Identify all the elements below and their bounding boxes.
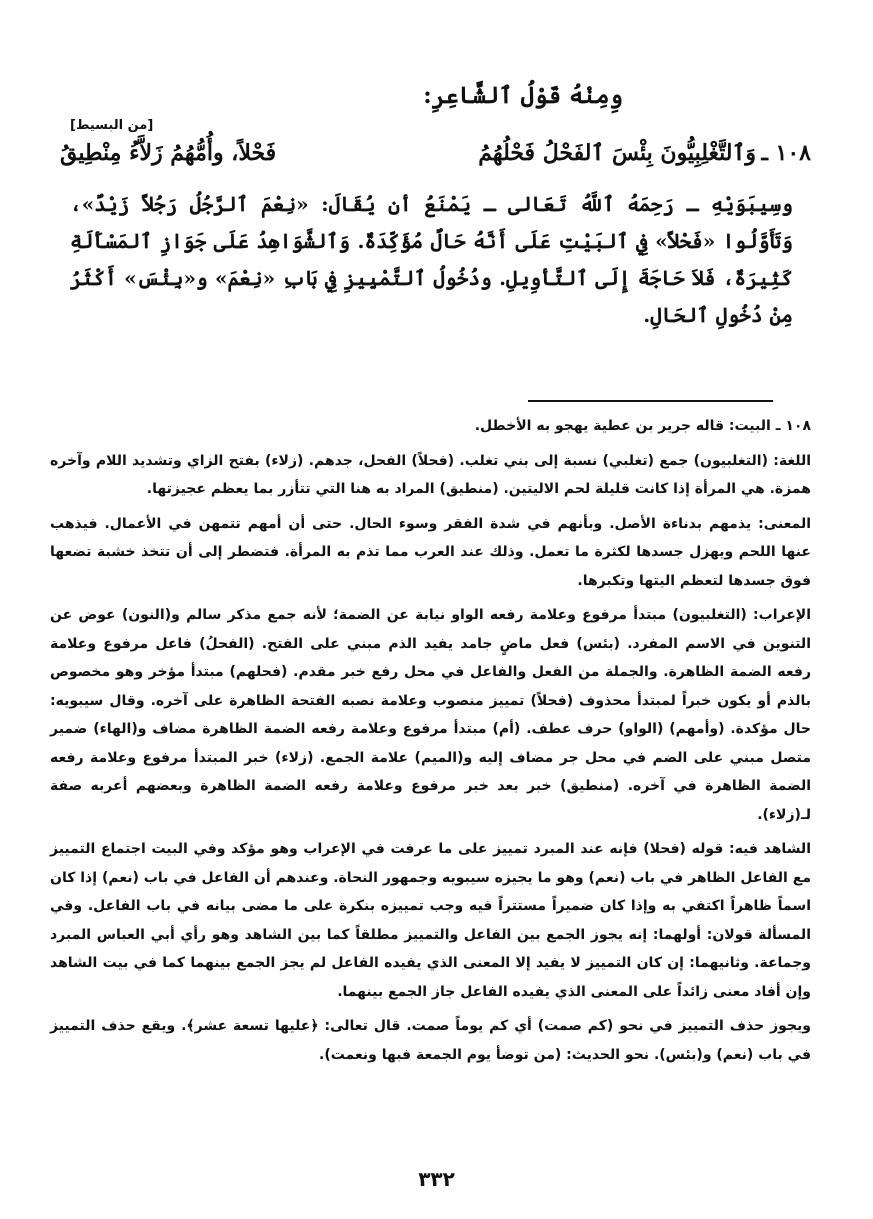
meter-label: [من البسيط]: [70, 118, 154, 133]
verse: [60, 140, 811, 180]
footnote-text: (التغلبيون) مبتدأ مرفوع وعلامة رفعه الواو نيابة عن الضمة؛ لأنه جمع مذكر سالم و(النون) عوض عن التنوين في الاسم المفرد. (بئس) فعل ماضٍ جامد يفيد الذم مبني على الفتح. (الفحلُ) فاعل مرفوع وعلامة رفعه الضمة الظاهرة. والجملة من الفعل والفاعل في محل رفع خبر مقدم. (فحلهم) مبتدأ مؤخر وهو مخصوص بالذم أو يكون خبراً لمبتدأ محذوف (فحلاً) تمييز منصوب وعلامة نصبه الفتحة الظاهرة على آخره. وقال سيبويه: حال مؤكدة. (وأمهم) (الواو) حرف عطف. (أم) مبتدأ مرفوع وعلامة رفعه الضمة الظاهرة مضاف و(الهاء) ضمير متصل مبني على الضم في محل جر مضاف إليه و(الميم) علامة الجمع. (زلاء) خبر المبتدأ مرفوع وعلامة رفعه الضمة الظاهرة في آخره. (منطيق) خبر بعد خبر مرفوع وعلامة رفعه الضمة الظاهرة وبعضهم أعربه صفة لـ(زلاء).: [50, 607, 811, 823]
footnote-text: قوله (فحلا) فإنه عند المبرد تمييز على ما عرفت في الإعراب وهو مؤكد وفي البيت اجتماع التمييز مع الفاعل الظاهر في باب (نعم) وهو ما يجيزه سيبويه وجمهور النحاة. وعندهم أن الفاعل في باب (نعم) إذا كان اسماً ظاهراً اكتفي به وإذا كان ضميراً مستتراً فيه وجب تمييزه بنكرة على ما مضى بيانه في باب الفاعل. وفي المسألة قولان: أولهما: إنه يجوز الجمع بين الفاعل والتمييز مطلقاً كما بين الشاهد وهو رأي أبي العباس المبرد وجماعة. وثانيهما: إن كان التمييز لا يفيد إلا المعنى الذي يفيده الفاعل لم يجز الجمع بينهما كما في بيت الشاهد وإن أفاد معنى زائداً على المعنى الذي يفيده الفاعل جاز الجمع بينهما.: [50, 841, 811, 1000]
page-number: ٣٣٢: [418, 1167, 455, 1191]
footnote-label: الشاهد فيه:: [728, 841, 811, 857]
second-hemistich: فَحْلاً، وأُمُّهُمُ زَلاَّءُ مِنْطِيقُ: [60, 140, 277, 166]
verse-number: ١٠٨ ـ: [761, 140, 811, 166]
intro-line: وِمِنْهُ قَوْلُ ٱلشَّاعِرِ:: [423, 82, 623, 109]
footnote-label: المعنى:: [758, 515, 811, 532]
footnote-label: الإعراب:: [753, 607, 811, 623]
footnotes: [50, 412, 811, 1075]
body-paragraph: وسِيبَوَيْهِ ـ رَحِمَهُ ٱللَّهُ تَعَالى ـ يَمْنَعُ أن يُقَالَ: «نِعْمَ ٱلرَّجُلُ رَجُلاً زَيْدٌ»، وَتَأَوَّلُوا «فَحْلاً» فِي ٱلبَيْتِ عَلَى أَنَّهُ حَالٌ مُؤَكِّدَةٌ. وَٱلشَّوَاهِدُ عَلَى جَوَازِ ٱلمَسْأَلَةِ كَثِيرَةٌ، فَلاَ حَاجَةَ إِلَى ٱلتَّأوِيلِ. ودُخُولُ ٱلتَّمْيِيزِ فِي بَابِ «نِعْمَ» و«بِئْسَ» أَكْثَرُ مِنْ دُخُولِ ٱلحَالِ.: [70, 192, 793, 327]
footnote-verse: [50, 412, 811, 441]
footnote-text: (التغلبيون) جمع (تغلبي) نسبة إلى بني تغلب. (فحلاً) الفحل، جدهم. (زلاء) بفتح الزاي وتشديد اللام وآخره همزة. هي المرأة إذا كانت قليلة لحم الاليتين. (منطيق) المراد به هنا التي تتأزر بما يعظم عجيزتها.: [50, 452, 811, 497]
footnote-evidence: [50, 835, 811, 1006]
first-hemistich: وَٱلتَّغْلِبِيُّونَ بِئْسَ ٱلفَحْلُ فَحْلُهُمُ: [478, 140, 756, 166]
footnote-label: اللغة:: [773, 452, 811, 469]
footnote-label: ١٠٨ ـ البيت:: [728, 418, 811, 434]
footnote-separator: [528, 400, 773, 402]
footnote-parsing: [50, 601, 811, 829]
footnote-text: يذمهم بدناءة الأصل. وبأنهم في شدة الفقر وسوء الحال. حتى أن أمهم تتمهن في الأعمال. فيذهب عنها اللحم ويهزل جسدها لكثرة ما تعمل. وذلك عند العرب مما تذم به المرأة. فتضطر إلى أن تتخذ خشبة تضعها فوق جسدها لتعظم اليتها وتكبرها.: [50, 515, 811, 589]
footnote-meaning: [50, 510, 811, 596]
footnote-language: [50, 447, 811, 504]
footnote-text: ويجوز حذف التمييز في نحو (كم صمت) أي كم يوماً صمت. قال تعالى: ﴿عليها تسعة عشر﴾. ويقع حذف التمييز في باب (نعم) و(بئس). نحو الحديث: (من توضأ يوم الجمعة فبها ونعمت).: [50, 1018, 811, 1063]
footnote-omission: [50, 1012, 811, 1069]
footnote-text: قاله جرير بن عطية يهجو به الأخطل.: [474, 418, 725, 434]
